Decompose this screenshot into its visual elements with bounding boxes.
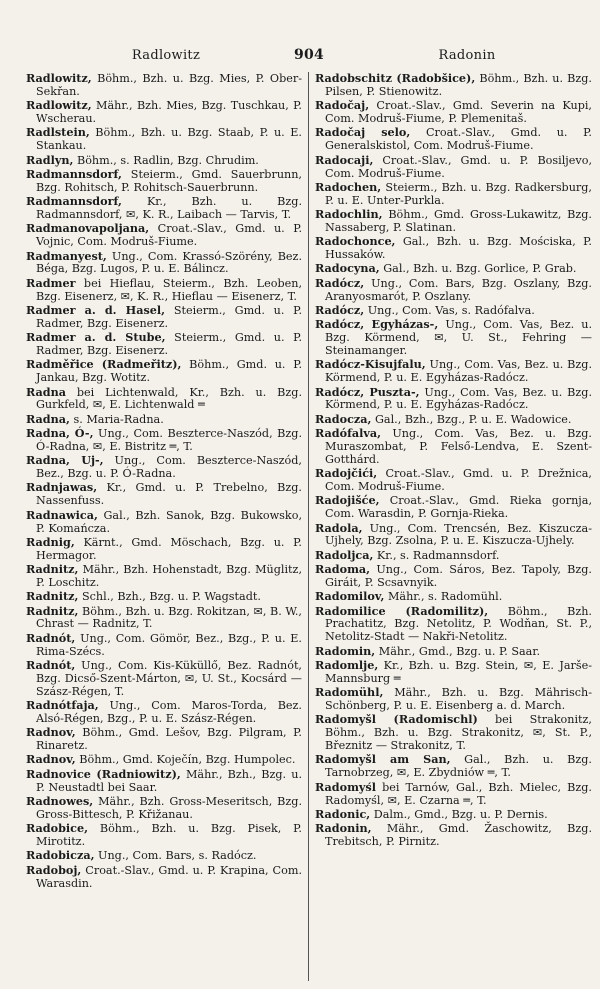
entry-text: Kr., s. Radmannsdorf.	[376, 548, 500, 562]
entry-text: bei Tarnów, Gal., Bzh. Mielec, Bzg. Radomyśl, ✉, E. Czarna ═, T.	[325, 780, 592, 807]
gazetteer-entry	[315, 781, 592, 808]
entry-text: Böhm., Bzh. u. Bzg. Rokitzan, ✉, B. W., Chrast — Radnitz, T.	[36, 604, 302, 631]
entry-text: s. Maria-Radna.	[73, 412, 164, 426]
gazetteer-entry	[315, 99, 592, 126]
entry-text: Ung., Com. Vas, Bez. u. Bzg. Muraszombat, P. Felső-Lendva, E. Szent-Gotthárd.	[325, 427, 592, 466]
gazetteer-entry	[315, 563, 592, 590]
gazetteer-entry	[26, 154, 302, 168]
entry-text: Steierm., Gmd. Sauerbrunn, Bzg. Rohitsch, P. Rohitsch-Sauerbrunn.	[36, 167, 302, 194]
entry-text: Ung., Com. Maros-Torda, Bez. Alsó-Régen, Bzg., P. u. E. Szász-Régen.	[36, 699, 302, 725]
entry-text: Böhm., Bzh. Prachatitz, Bzg. Netolitz, P. Wodňan, St. P., Netolitz-Stadt — Nakři-Netolitz.	[325, 604, 592, 644]
gazetteer-entry	[315, 126, 592, 153]
entry-headword: Radmer a. d. Hasel,	[26, 302, 166, 317]
entry-headword: Radna, Ó-,	[26, 426, 94, 441]
gazetteer-entry	[26, 726, 302, 753]
gazetteer-entry	[26, 481, 302, 508]
entry-headword: Radomyśl	[315, 779, 376, 794]
gazetteer-entry	[26, 659, 302, 699]
entry-text: Steierm., Gmd. u. P. Radmer, Bzg. Eisenerz.	[36, 303, 302, 330]
entry-headword: Radměřice (Radmeřitz),	[26, 357, 182, 372]
entry-text: Böhm., Gmd. u. P. Jankau, Bzg. Wotitz.	[36, 358, 303, 385]
entry-headword: Radlyn,	[26, 152, 74, 167]
gazetteer-entry	[315, 494, 592, 521]
entry-text: Mähr., Bzh. Mies, Bzg. Tuschkau, P. Wscherau.	[36, 99, 302, 126]
entry-text: Ung., Com. Gömör, Bez., Bzg., P. u. E. Rima-Szécs.	[36, 631, 302, 658]
page-header	[26, 46, 592, 64]
entry-headword: Radnov,	[26, 725, 76, 740]
entry-headword: Radna, Uj-,	[26, 453, 104, 468]
entry-headword: Radočaj,	[315, 98, 370, 113]
gazetteer-entry	[26, 605, 302, 632]
gazetteer-entry	[315, 686, 592, 713]
entry-headword: Radócz, Puszta-,	[315, 384, 420, 399]
entry-text: Croat.-Slav., Gmd. u. P. Vojnic, Com. Modruš-Fiume.	[36, 222, 303, 249]
entry-text: bei Lichtenwald, Kr., Bzh. u. Bzg. Gurkfeld, ✉, E. Lichtenwald ═	[36, 385, 302, 412]
entry-headword: Radnov,	[26, 752, 76, 767]
entry-headword: Radoboj,	[26, 862, 82, 877]
entry-headword: Radnjawas,	[26, 480, 98, 495]
gazetteer-entry	[26, 250, 302, 277]
gazetteer-entry	[26, 699, 302, 726]
entry-text: Croat.-Slav., Gmd. Severin na Kupi, Com. Modruš-Fiume, P. Plemenitaš.	[325, 99, 592, 126]
entry-headword: Radonic,	[315, 806, 371, 821]
entry-headword: Radobice,	[26, 821, 88, 836]
gazetteer-entry	[315, 154, 592, 181]
gazetteer-entry	[315, 304, 592, 318]
entry-headword: Radmanyest,	[26, 248, 107, 263]
entry-text: Böhm., Bzh. u. Bzg. Pilsen, P. Stienowitz.	[325, 72, 592, 98]
entry-headword: Radlstein,	[26, 125, 90, 140]
entry-text: bei Strakonitz, Böhm., Bzh. u. Bzg. Strakonitz, ✉, St. P., Březnitz — Strakonitz, T.	[325, 713, 592, 753]
entry-headword: Radnitz,	[26, 603, 79, 618]
entry-headword: Radomyšl (Radomischl)	[315, 712, 478, 727]
entry-headword: Radna	[26, 384, 67, 399]
entry-headword: Radojišće,	[315, 493, 380, 508]
entry-headword: Radomühl,	[315, 685, 384, 700]
entry-headword: Radnawica,	[26, 507, 98, 522]
entry-text: Steierm., Bzh. u. Bzg. Radkersburg, P. u. E. Unter-Purkla.	[325, 180, 592, 207]
entry-text: Gal., Bzh. u. Bzg. Gorlice, P. Grab.	[383, 262, 577, 276]
entry-text: Böhm., Bzh. u. Bzg. Mies, P. Ober-Sekřan.	[36, 72, 302, 98]
gazetteer-entry	[26, 413, 302, 427]
entry-text: Croat.-Slav., Gmd. u. P. Krapina, Com. Warasdin.	[36, 863, 302, 890]
gazetteer-entry	[315, 659, 592, 686]
gazetteer-entry	[26, 222, 302, 249]
entry-text: Mähr., s. Radomühl.	[387, 590, 503, 604]
gazetteer-entry	[315, 713, 592, 753]
entry-headword: Radomilice (Radomilitz),	[315, 603, 489, 618]
gazetteer-entry	[26, 168, 302, 195]
entry-text: Ung., Com. Bars, Bzg. Oszlany, Bzg. Aranyosmarót, P. Oszlany.	[325, 276, 592, 303]
entry-headword: Radnowes,	[26, 793, 94, 808]
entry-headword: Radocza,	[315, 411, 372, 426]
entry-headword: Radobicza,	[26, 848, 95, 863]
entry-text: Mähr., Gmd., Bzg. u. P. Saar.	[378, 644, 541, 658]
entry-text: Croat.-Slav., Gmd. Rieka gornja, Com. Warasdin, P. Gornja-Rieka.	[325, 494, 592, 521]
entry-text: Böhm., s. Radlin, Bzg. Chrudim.	[76, 153, 259, 167]
entry-headword: Radnót,	[26, 657, 76, 672]
gazetteer-entry	[26, 849, 302, 863]
entry-headword: Radnovice (Radniowitz),	[26, 766, 181, 781]
gazetteer-entry	[26, 563, 302, 590]
entry-headword: Radlowitz,	[26, 98, 92, 113]
gazetteer-entry	[315, 822, 592, 849]
entry-headword: Radnitz,	[26, 589, 79, 604]
gazetteer-entry	[26, 753, 302, 767]
page-number: 904	[293, 47, 325, 63]
gazetteer-entry	[315, 208, 592, 235]
entry-headword: Radomilov,	[315, 589, 385, 604]
entry-headword: Radlowitz,	[26, 72, 92, 85]
gazetteer-entry	[315, 549, 592, 563]
gazetteer-entry	[315, 413, 592, 427]
entry-headword: Radófalva,	[315, 426, 382, 441]
entry-headword: Radna,	[26, 411, 70, 426]
header-right-word: Radonin	[438, 47, 496, 63]
gazetteer-entry	[26, 331, 302, 358]
entry-text: Böhm., Bzh. u. Bzg. Staab, P. u. E. Stankau.	[36, 126, 302, 153]
entry-headword: Radochen,	[315, 179, 382, 194]
entry-text: Böhm., Gmd. Gross-Lukawitz, Bzg. Nassaberg, P. Slatinan.	[325, 208, 592, 234]
entry-headword: Radmer a. d. Stube,	[26, 330, 166, 345]
gazetteer-entry	[26, 72, 302, 99]
entry-headword: Radmanovapoljana,	[26, 221, 150, 236]
gazetteer-entry	[315, 386, 592, 413]
entry-headword: Radnitz,	[26, 562, 79, 577]
entry-text: Ung., Com. Vas, Bez. u. Bzg. Körmend, P. u. E. Egyházas-Radócz.	[325, 358, 592, 385]
gazetteer-entry	[315, 262, 592, 276]
entry-text: Ung., Com. Sáros, Bez. Tapoly, Bzg. Giráit, P. Scsavnyik.	[325, 563, 592, 589]
gazetteer-entry	[315, 590, 592, 604]
entry-text: Ung., Com. Bars, s. Radócz.	[98, 849, 257, 863]
gazetteer-entry	[315, 808, 592, 822]
entry-text: Mähr., Bzh. u. Bzg. Mährisch-Schönberg, P. u. E. Eisenberg a. d. March.	[325, 686, 592, 713]
gazetteer-entry	[315, 72, 592, 99]
gazetteer-entry	[26, 632, 302, 659]
entry-text: Mähr., Gmd. Žaschowitz, Bzg. Trebitsch, P. Pirnitz.	[325, 822, 592, 849]
entry-text: Mähr., Bzh. Gross-Meseritsch, Bzg. Gross-Bittesch, P. Křižanau.	[36, 794, 302, 821]
gazetteer-entry	[26, 358, 302, 385]
gazetteer-entry	[26, 590, 302, 604]
entry-headword: Radochonce,	[315, 234, 396, 249]
entry-headword: Radomlje,	[315, 657, 379, 672]
entry-headword: Radócz-Kisujfalu,	[315, 357, 426, 372]
entry-text: Dalm., Gmd., Bzg. u. P. Dernis.	[373, 807, 548, 821]
entry-text: Ung., Com. Vas, Bez. u. Bzg. Körmend, P. u. E. Egyházas-Radócz.	[325, 385, 592, 412]
gazetteer-entry	[26, 126, 302, 153]
gazetteer-entry	[26, 822, 302, 849]
gazetteer-entry	[26, 454, 302, 481]
gazetteer-entry	[26, 864, 302, 891]
entry-headword: Radonin,	[315, 821, 372, 836]
entry-text: Böhm., Gmd. Lešov, Bzg. Pilgram, P. Rinaretz.	[36, 726, 302, 753]
entry-text: Ung., Com. Trencsén, Bez. Kiszucza-Ujhely, Bzg. Zsolna, P. u. E. Kiszucza-Ujhely.	[325, 521, 592, 548]
entry-headword: Radmannsdorf,	[26, 194, 122, 209]
entry-text: Böhm., Gmd. Koječín, Bzg. Humpolec.	[79, 753, 296, 767]
gazetteer-entry	[26, 304, 302, 331]
entry-text: Ung., Com. Krassó-Szörény, Bez. Béga, Bzg. Lugos, P. u. E. Bálincz.	[36, 249, 303, 276]
entry-text: Schl., Bzh., Bzg. u. P. Wagstadt.	[82, 590, 261, 604]
entry-headword: Radócz,	[315, 275, 365, 290]
entry-headword: Radomyšl am San,	[315, 752, 451, 767]
gazetteer-entry	[315, 181, 592, 208]
gazetteer-entry	[315, 522, 592, 549]
entry-headword: Radobschitz (Radobšice),	[315, 72, 476, 85]
gazetteer-entry	[315, 277, 592, 304]
entry-text: Gal., Bzh. Sanok, Bzg. Bukowsko, P. Komańcza.	[36, 508, 302, 535]
entry-text: Kärnt., Gmd. Möschach, Bzg. u. P. Hermagor.	[36, 535, 302, 562]
entry-text: Ung., Com. Kis-Küküllő, Bez. Radnót, Bzg. Dicső-Szent-Márton, ✉, U. St., Kocsárd — Szász-Régen, T.	[36, 658, 302, 698]
entry-text: Mähr., Bzh., Bzg. u. P. Neustadtl bei Saar.	[36, 767, 303, 794]
gazetteer-entry	[315, 358, 592, 385]
entry-text: Steierm., Gmd. u. P. Radmer, Bzg. Eisenerz.	[36, 331, 302, 358]
entry-headword: Radomin,	[315, 643, 376, 658]
gazetteer-entry	[26, 277, 302, 304]
entry-text: Ung., Com. Vas, Bez. u. Bzg. Körmend, ✉, U. St., Fehring — Steinamanger.	[325, 318, 592, 358]
gazetteer-entry	[315, 753, 592, 780]
entry-headword: Radojčići,	[315, 466, 378, 481]
entry-text: Croat.-Slav., Gmd. u. P. Bosiljevo, Com. Modruš-Fiume.	[325, 153, 592, 180]
entry-headword: Radocyna,	[315, 261, 380, 276]
entry-text: Ung., Com. Beszterce-Naszód, Bzg. Ó-Radna, ✉, E. Bistritz ═, T.	[36, 427, 303, 453]
entry-headword: Radočaj selo,	[315, 125, 411, 140]
gazetteer-entry	[26, 768, 302, 795]
right-column	[309, 72, 592, 981]
gazetteer-entry	[26, 795, 302, 822]
entry-text: Mähr., Bzh. Hohenstadt, Bzg. Müglitz, P. Loschitz.	[36, 563, 303, 589]
entry-text: Croat.-Slav., Gmd. u. P. Drežnica, Com. Modruš-Fiume.	[325, 467, 592, 494]
entry-headword: Radnig,	[26, 534, 75, 549]
entry-text: Kr., Bzh. u. Bzg. Radmannsdorf, ✉, K. R., Laibach — Tarvis, T.	[36, 195, 303, 222]
gazetteer-entry	[26, 386, 302, 413]
gazetteer-entry	[315, 605, 592, 645]
entry-headword: Radocaji,	[315, 152, 374, 167]
entry-headword: Radnót,	[26, 630, 76, 645]
entry-text: Gal., Bzh. u. Bzg. Tarnobrzeg, ✉, E. Zbydniów ═, T.	[325, 753, 592, 780]
entry-text: Gal., Bzh., Bzg., P. u. E. Wadowice.	[374, 412, 572, 426]
entry-text: Ung., Com. Beszterce-Naszód, Bez., Bzg. u. P. Ó-Radna.	[36, 454, 302, 481]
gazetteer-entry	[26, 509, 302, 536]
entry-headword: Radoljca,	[315, 547, 374, 562]
entry-headword: Radoma,	[315, 562, 371, 577]
gazetteer-entry	[26, 536, 302, 563]
header-left-word: Radlowitz	[131, 47, 201, 63]
gazetteer-entry	[315, 235, 592, 262]
gazetteer-entry	[315, 318, 592, 358]
entry-headword: Radócz,	[315, 302, 365, 317]
entry-text: Gal., Bzh. u. Bzg. Mościska, P. Hussaków.	[325, 235, 592, 262]
entry-headword: Radócz, Egyházas-,	[315, 317, 439, 332]
entry-text: Kr., Gmd. u. P. Trebelno, Bzg. Nassenfuss.	[36, 481, 302, 508]
entry-headword: Radochlin,	[315, 207, 383, 222]
entry-text: Böhm., Bzh. u. Bzg. Pisek, P. Mirotitz.	[36, 822, 302, 849]
entry-headword: Radnótfaja,	[26, 698, 99, 713]
columns	[26, 72, 592, 981]
entry-text: Ung., Com. Vas, s. Radófalva.	[367, 303, 535, 317]
gazetteer-entry	[315, 467, 592, 494]
left-column	[26, 72, 309, 981]
gazetteer-entry	[26, 99, 302, 126]
entry-headword: Radmannsdorf,	[26, 166, 122, 181]
gazetteer-entry	[315, 427, 592, 467]
gazetteer-entry	[26, 195, 302, 222]
entry-text: Kr., Bzh. u. Bzg. Stein, ✉, E. Jarše-Mannsburg ═	[325, 658, 592, 685]
gazetteer-entry	[26, 427, 302, 454]
entry-text: Croat.-Slav., Gmd. u. P. Generalskistol, Com. Modruš-Fiume.	[325, 126, 592, 153]
entry-headword: Radmer	[26, 275, 76, 290]
gazetteer-entry	[315, 645, 592, 659]
entry-headword: Radola,	[315, 520, 363, 535]
entry-text: bei Hieflau, Steierm., Bzh. Leoben, Bzg. Eisenerz, ✉, K. R., Hieflau — Eisenerz, T.	[36, 276, 303, 303]
